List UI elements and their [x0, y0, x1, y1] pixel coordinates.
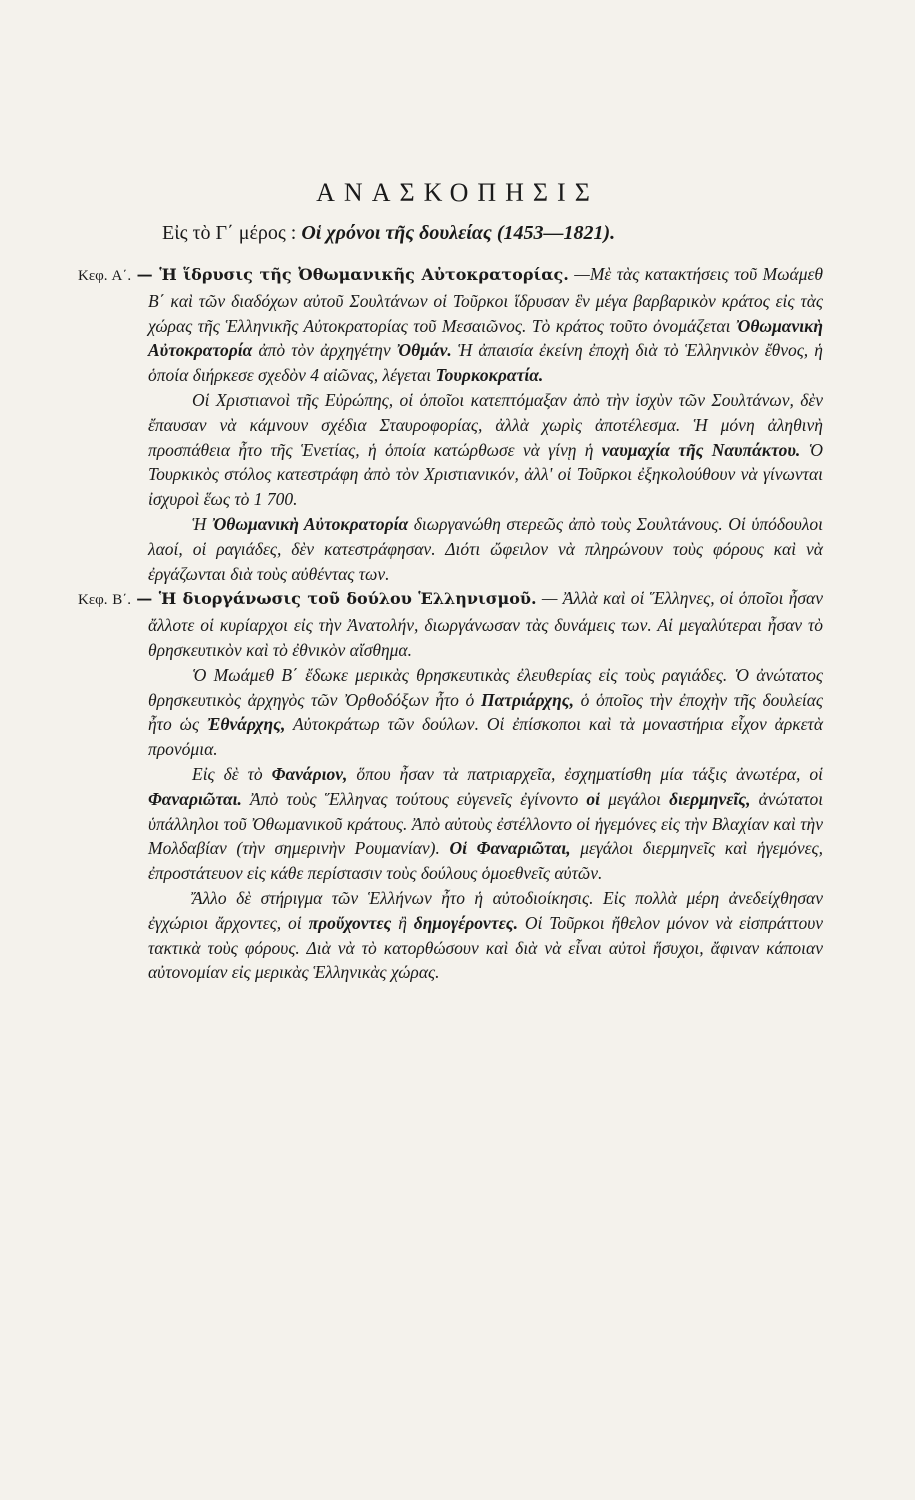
emphasis: διερμηνεῖς, [669, 788, 751, 809]
emphasis: Ὀθωμανικὴ Αὐτοκρατορία [211, 513, 409, 534]
chapter-b-heading: — Ἡ διοργάνωσις τοῦ δούλου Ἑλληνισμοῦ. [136, 589, 537, 609]
emphasis: Ὀθμάν. [396, 340, 452, 361]
text-run: μεγάλοι [608, 788, 662, 809]
text-run: Αὐτοκράτωρ τῶν δούλων. Οἱ ἐπίσκοποι καὶ τὰ μοναστήρια εἶχον ἀρκετὰ προνόμια. [148, 714, 824, 760]
text-run: Ἀπὸ τοὺς Ἕλληνας τούτους εὐγενεῖς ἐγίνοντο [250, 788, 579, 809]
text-run: — Ἀλλὰ καὶ οἱ Ἕλληνες, οἱ ὁποῖοι ἦσαν ἄλλοτε οἱ κυρίαρχοι εἰς τὴν Ἀνατολήν, διωργάνωσαν τὰς δυνάμεις των. Αἱ μεγαλύτεραι ἦσαν τὸ θρησκευτικὸν καὶ τὸ ἐθνικὸν αἴσθημα. [148, 588, 824, 660]
text-run: ἢ [398, 912, 407, 933]
emphasis: ναυμαχία τῆς Ναυπάκτου. [601, 439, 801, 460]
text-run: μεγάλοι διερμηνεῖς καὶ ἡγεμόνες, ἐπροστάτευον εἰς κάθε περίστασιν τοὺς δούλους ὁμοεθνεῖς αὐτῶν. [148, 838, 824, 884]
chapter-b-para-2 [148, 663, 823, 762]
emphasis: Τουρκοκρατία. [435, 365, 544, 386]
emphasis: Ὀθωμανικὴ Αὐτοκρατορία [148, 315, 823, 361]
subtitle-prefix: Εἰς τὸ Γ΄ μέρος : [162, 222, 297, 244]
chapter-b-para-4 [148, 886, 823, 985]
chapter-b-para-1 [78, 586, 824, 662]
emphasis: οἱ [586, 788, 600, 809]
subtitle-years: (1453—1821). [496, 222, 616, 244]
chapter-a-label: Κεφ. Α΄. [78, 268, 132, 284]
text-run: Ὁ Μωάμεθ Β΄ ἔδωκε μερικὰς θρησκευτικὰς ἐλευθερίας εἰς τοὺς ραγιάδες. Ὁ ἀνώτατος θρησκευτικὸς ἀρχηγὸς τῶν Ὀρθοδόξων ἦτο ὁ [148, 664, 823, 710]
text-run: Οἱ Τοῦρκοι ἤθελον μόνον νὰ εἰσπράττουν τακτικὰ τοὺς φόρους. Διὰ νὰ τὸ κατορθώσουν καὶ διὰ νὰ εἶναι αὐτοὶ ἥσυχοι, ἄφιναν κάποιαν αὐτονομίαν εἰς μερικὰς Ἑλληνικὰς χώρας. [148, 912, 823, 983]
emphasis: Φαναριῶται. [148, 788, 242, 809]
text-run: διωργανώθη στερεῶς ἀπὸ τοὺς Σουλτάνους. Οἱ ὑπόδουλοι λαοί, οἱ ραγιάδες, δὲν κατεστράφησαν. Διότι ὤφειλον νὰ πληρώνουν τοὺς φόρους καὶ νὰ ἐργάζωνται διὰ τοὺς αὐθέντας των. [148, 513, 824, 584]
chapter-b-para-3 [148, 762, 823, 886]
text-run: —Μὲ τὰς κατακτήσεις τοῦ Μωάμεθ Β΄ καὶ τῶν διαδόχων αὐτοῦ Σουλτάνων οἱ Τοῦρκοι ἵδρυσαν ἓν μέγα βαρβαρικὸν κράτος εἰς τὰς χώρας τῆς Ἑλληνικῆς Αὐτοκρατορίας τοῦ Μεσαιῶνος. Τὸ κράτος τοῦτο ὀνομάζεται [148, 264, 824, 336]
text-run: Ἄλλο δὲ στήριγμα τῶν Ἑλλήνων ἦτο ἡ αὐτοδιοίκησις. Εἰς πολλὰ μέρη ἀνεδείχθησαν ἐγχώριοι ἄρχοντες, οἱ [148, 887, 823, 933]
chapter-a-para-3 [148, 512, 823, 586]
text-run: ἀνώτατοι ὑπάλληλοι τοῦ Ὀθωμανικοῦ κράτους. Ἀπὸ αὐτοὺς ἐστέλλοντο οἱ ἡγεμόνες εἰς τὴν Βλαχίαν καὶ τὴν Μολδαβίαν (τὴν σημερινὴν Ρουμανίαν). [148, 788, 824, 859]
chapter-a-para-2 [148, 388, 823, 512]
emphasis: δημογέροντες. [413, 912, 518, 933]
emphasis: Οἱ Φαναριῶται, [449, 838, 571, 859]
page-body [78, 262, 824, 985]
subtitle-italic: Οἱ χρόνοι τῆς δουλείας [301, 222, 492, 244]
text-run: Οἱ Χριστιανοὶ τῆς Εὐρώπης, οἱ ὁποῖοι κατεπτόμαξαν ἀπὸ τὴν ἰσχὺν τῶν Σουλτάνων, δὲν ἔπαυσαν νὰ κάμνουν σχέδια Σταυροφορίας, ἀλλὰ χωρὶς ἀποτέλεσμα. Ἡ μόνη ἀληθινὴ προσπάθεια ἦτο τῆς Ἑνετίας, ἡ ὁποία κατώρθωσε νὰ γίνῃ ἡ [148, 389, 823, 460]
emphasis: Φανάριον, [271, 763, 348, 784]
text-run: Ἡ ἀπαισία ἐκείνη ἐποχὴ διὰ τὸ Ἑλληνικὸν ἔθνος, ἡ ὁποία διήρκεσε σχεδὸν 4 αἰῶνας, λέγεται [148, 340, 823, 386]
chapter-a-para-1 [78, 262, 824, 388]
text-run: ἀπὸ τὸν ἀρχηγέτην [258, 340, 391, 361]
page-title: ΑΝΑΣΚΟΠΗΣΙΣ [316, 178, 599, 207]
chapter-b-label: Κεφ. Β΄. [78, 592, 131, 609]
section-subtitle [162, 222, 615, 245]
chapter-a-heading: — Ἡ ἵδρυσις τῆς Ὀθωμανικῆς Αὐτοκρατορίας. [136, 265, 569, 284]
emphasis: Πατριάρχης, [480, 689, 574, 710]
emphasis: Ἐθνάρχης, [207, 714, 286, 735]
text-run: ὁ ὁποῖος τὴν ἐποχὴν τῆς δουλείας ἦτο ὡς [148, 689, 824, 735]
emphasis: προὔχοντες [308, 912, 392, 933]
text-run: Ὁ Τουρκικὸς στόλος κατεστράφη ἀπὸ τὸν Χριστιανικόν, ἀλλ' οἱ Τοῦρκοι ἐξηκολούθουν νὰ γίνωνται ἰσχυροὶ ἕως τὸ 1 700. [148, 439, 824, 510]
text-run: Εἰς δὲ τὸ [192, 763, 263, 784]
text-run: ὅπου ἦσαν τὰ πατριαρχεῖα, ἐσχηματίσθη μία τάξις ἀνωτέρα, οἱ [356, 763, 823, 784]
text-run: Ἡ [192, 513, 207, 534]
